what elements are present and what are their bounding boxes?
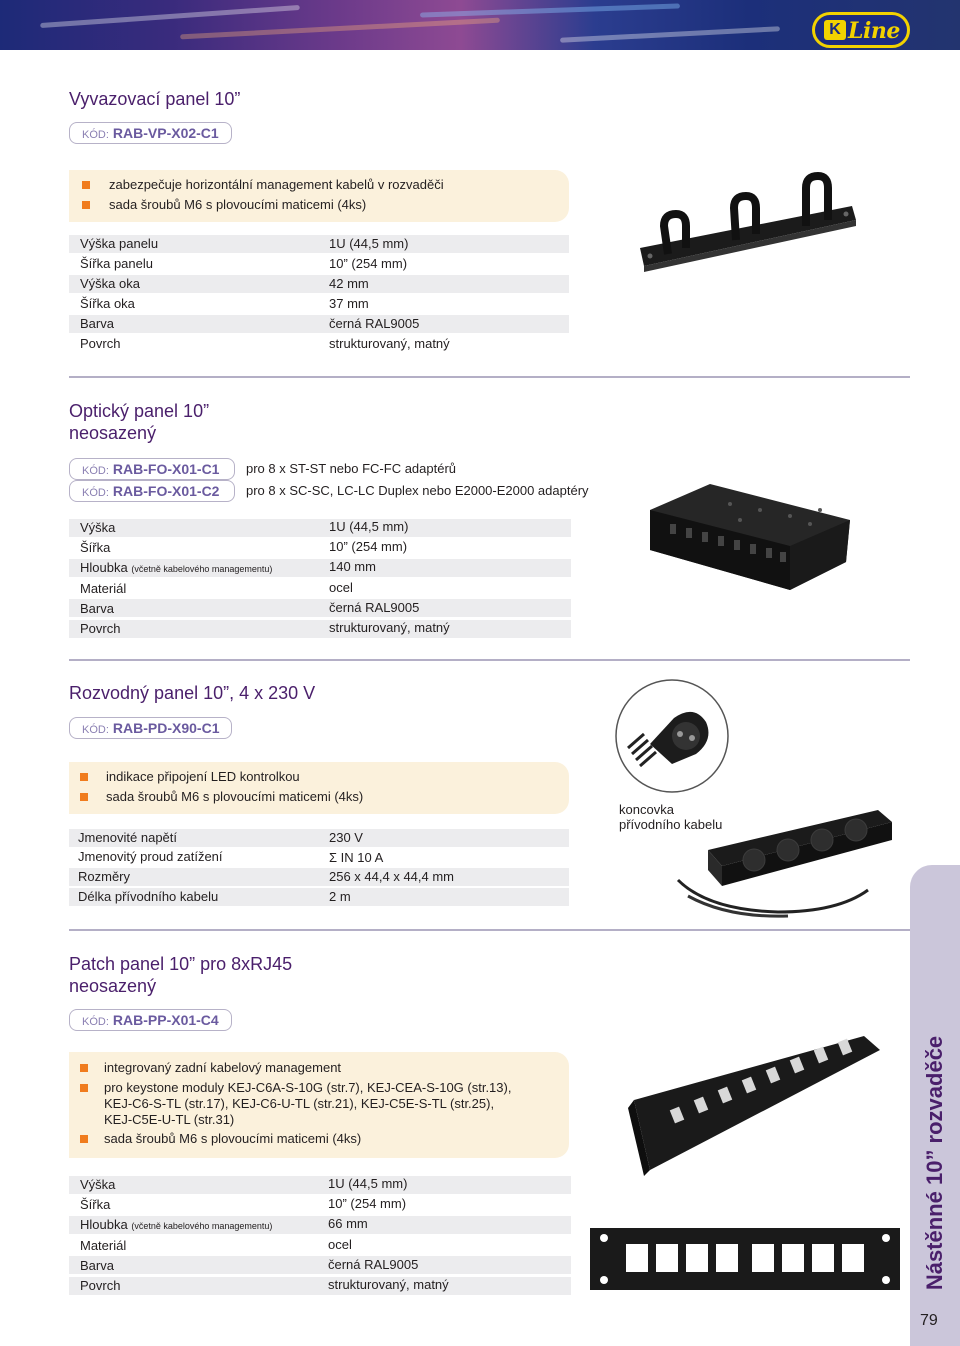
feature-item: sada šroubů M6 s plovoucími maticemi (4ks) [104,1131,362,1146]
spec-row [69,519,571,537]
spec-label: Barva [80,1258,114,1273]
product-title: Patch panel 10” pro 8xRJ45 [69,954,293,974]
spec-value: 1U (44,5 mm) [329,519,409,534]
spec-label: Výška [80,520,116,535]
banner-streak [180,18,500,40]
bullet-icon [80,773,88,781]
spec-value: černá RAL9005 [328,1257,419,1272]
spec-label-note: (včetně kabelového managementu) [131,1221,273,1231]
patch-panel-front-image [590,1228,900,1290]
spec-value: Σ IN 10 A [329,850,384,865]
spec-value: strukturovaný, matný [329,620,450,635]
bullet-icon [82,201,90,209]
spec-label: Šířka [80,1197,111,1212]
product-code-badge [69,458,235,480]
spec-label: Barva [80,601,114,616]
section-divider [69,659,910,661]
feature-item-continued: KEJ-C5E-U-TL (str.31) [104,1112,235,1127]
spec-label: Jmenovitý proud zatížení [78,849,223,864]
code-key: KÓD: [82,465,109,477]
code-note: pro 8 x ST-ST nebo FC-FC adaptérů [246,461,457,476]
feature-item: zabezpečuje horizontální management kabelů v rozvaděči [109,177,444,192]
spec-label: Výška panelu [80,236,159,251]
bullet-icon [82,181,90,189]
spec-label: Rozměry [78,869,131,884]
image-caption: přívodního kabelu [619,817,723,832]
image-caption: koncovka [619,802,674,817]
power-distribution-panel-image [668,800,898,920]
spec-label: Výška oka [80,276,140,291]
banner-streak [560,26,780,43]
spec-label: Jmenovité napětí [78,830,178,845]
product-subtitle: neosazený [69,976,157,996]
spec-value: 2 m [329,889,351,904]
feature-item: integrovaný zadní kabelový management [104,1060,342,1075]
banner-streak [420,3,680,17]
code-value: RAB-VP-X02-C1 [112,125,219,141]
spec-label: Šířka panelu [80,256,153,271]
bullet-icon [80,793,88,801]
spec-label: Délka přívodního kabelu [78,889,219,904]
product-code-badge [69,1009,232,1031]
spec-row [69,315,569,333]
spec-label [80,1216,272,1235]
product-code-badge [69,717,232,739]
code-key: KÓD: [82,129,109,141]
spec-label: Šířka oka [80,296,135,311]
spec-label-text: Hloubka [80,1217,128,1232]
spec-label: Povrch [80,621,121,636]
logo-text: Line [848,18,900,44]
spec-label: Povrch [80,336,121,351]
spec-value: 10” (254 mm) [328,1196,407,1211]
spec-row [69,599,571,617]
spec-value: 1U (44,5 mm) [329,236,409,251]
code-value: RAB-PP-X01-C4 [112,1012,219,1028]
spec-value: 10” (254 mm) [329,539,408,554]
spec-row [69,1176,571,1194]
spec-value: ocel [329,580,353,595]
spec-value: strukturovaný, matný [328,1277,449,1292]
spec-value: ocel [328,1237,352,1252]
code-value: RAB-FO-X01-C1 [112,461,220,477]
spec-label: Materiál [80,581,127,596]
spec-value: 10” (254 mm) [329,256,408,271]
code-value: RAB-PD-X90-C1 [112,720,220,736]
logo-mark: K [824,20,846,40]
spec-value: strukturovaný, matný [329,336,450,351]
spec-value: 1U (44,5 mm) [328,1176,408,1191]
power-plug-inset-image [614,678,730,794]
section-divider [69,376,910,378]
product-title: Rozvodný panel 10”, 4 x 230 V [69,683,316,703]
spec-value: černá RAL9005 [329,316,420,331]
page-number: 79 [920,1312,938,1329]
spec-label-text: Hloubka [80,560,128,575]
cable-management-panel-image [620,170,860,290]
feature-item: sada šroubů M6 s plovoucími maticemi (4ks) [106,789,364,804]
spec-row [69,1277,571,1295]
product-title: Vyvazovací panel 10” [69,89,241,109]
spec-label: Barva [80,316,114,331]
code-note: pro 8 x SC-SC, LC-LC Duplex nebo E2000-E2000 adaptéry [246,483,589,498]
optical-panel-image [640,480,860,610]
bullet-icon [80,1135,88,1143]
spec-label: Šířka [80,540,111,555]
code-key: KÓD: [82,487,109,499]
spec-row [69,620,571,638]
spec-label: Výška [80,1177,116,1192]
product-title: Optický panel 10” [69,401,210,421]
spec-row [69,275,569,293]
code-value: RAB-FO-X01-C2 [112,483,220,499]
feature-item: pro keystone moduly KEJ-C6A-S-10G (str.7), KEJ-CEA-S-10G (str.13), [104,1080,512,1095]
product-code-badge [69,122,232,144]
code-key: KÓD: [82,724,109,736]
kline-logo[interactable] [812,12,910,48]
bullet-icon [80,1084,88,1092]
product-code-badge [69,480,235,502]
spec-value: 42 mm [329,276,369,291]
spec-value: 37 mm [329,296,369,311]
spec-label: Materiál [80,1238,127,1253]
spec-value: černá RAL9005 [329,600,420,615]
feature-item: indikace připojení LED kontrolkou [106,769,300,784]
spec-label-note: (včetně kabelového managementu) [131,564,273,574]
bullet-icon [80,1064,88,1072]
spec-label: Povrch [80,1278,121,1293]
section-divider [69,929,910,931]
spec-value: 256 x 44,4 x 44,4 mm [329,869,455,884]
banner-streak [40,5,300,28]
code-key: KÓD: [82,1016,109,1028]
feature-item-continued: KEJ-C6-S-TL (str.17), KEJ-C6-U-TL (str.21), KEJ-C5E-S-TL (str.25), [104,1096,495,1111]
spec-row [69,868,569,886]
patch-panel-angled-image [624,1030,894,1180]
spec-row [69,1256,571,1274]
section-tab-label: Nástěnné 10” rozvaděče [922,1035,947,1291]
product-subtitle: neosazený [69,423,157,443]
spec-value: 66 mm [328,1216,368,1231]
feature-item: sada šroubů M6 s plovoucími maticemi (4ks) [109,197,367,212]
spec-label [80,559,272,578]
spec-value: 230 V [329,830,363,845]
spec-value: 140 mm [329,559,376,574]
header-banner [0,0,960,58]
